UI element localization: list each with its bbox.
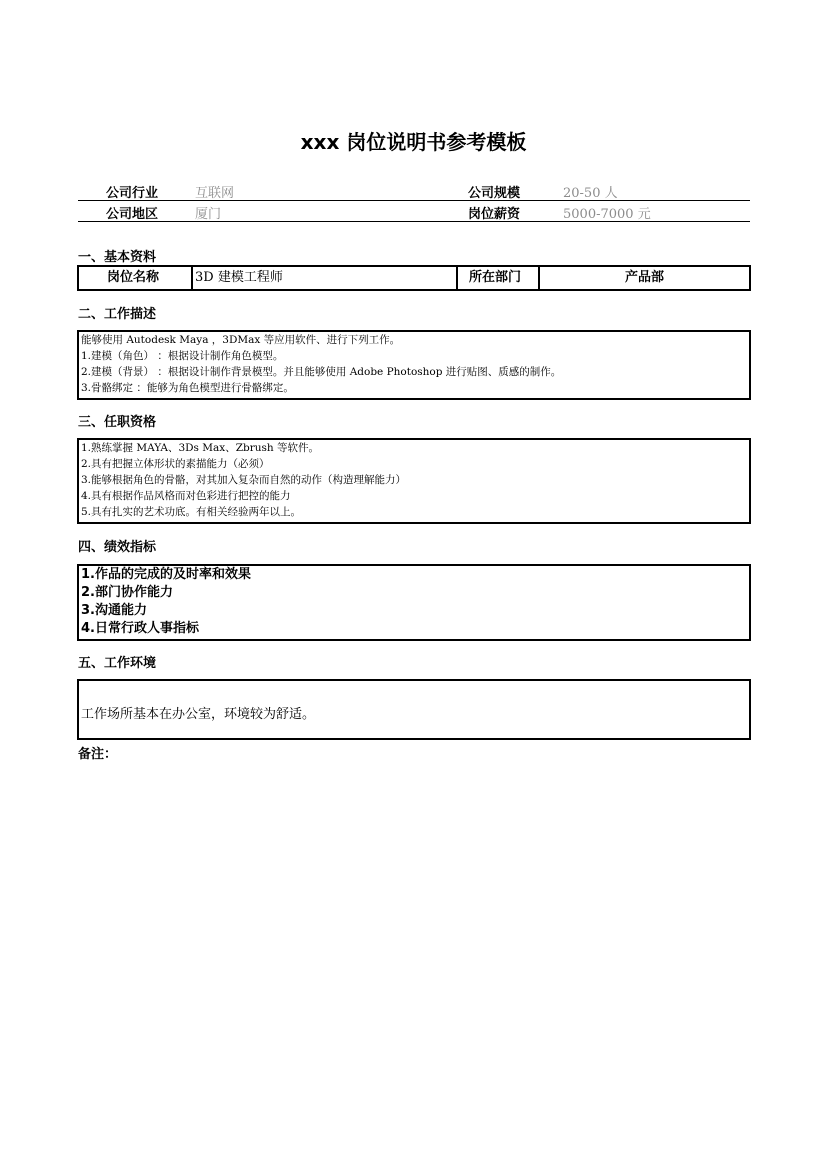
scale-value: 20-50 人	[563, 186, 618, 201]
company-info-row-1	[78, 180, 750, 201]
description-line: 3.骨骼绑定 ：能够为角色模型进行骨骼绑定。	[81, 382, 294, 394]
qualification-line: 5.具有扎实的艺术功底。有相关经验两年以上。	[81, 506, 302, 518]
cell-divider	[456, 267, 458, 289]
position-value: 3D 建模工程师	[195, 270, 283, 285]
section-environment-heading: 五、工作环境	[78, 656, 157, 671]
industry-label: 公司行业	[106, 186, 159, 201]
description-line: 1.建模（角色） ：根据设计制作角色模型。	[81, 350, 284, 362]
department-value: 产品部	[624, 270, 664, 285]
remark-label: 备注：	[78, 747, 118, 762]
industry-value: 互联网	[195, 186, 235, 201]
position-label: 岗位名称	[107, 270, 160, 285]
page-title: xxx 岗位说明书参考模板	[300, 130, 527, 154]
department-label: 所在部门	[469, 270, 522, 285]
section-kpi-heading: 四、绩效指标	[78, 540, 157, 555]
environment-box	[77, 679, 751, 740]
region-label: 公司地区	[106, 207, 159, 222]
basic-info-table	[77, 265, 751, 291]
region-value: 厦门	[195, 207, 222, 222]
qualifications-box	[77, 438, 751, 524]
description-line: 能够使用 Autodesk Maya ，3DMax 等应用软件、进行下列工作。	[81, 334, 401, 346]
qualification-line: 2.具有把握立体形状的素描能力（必须）	[81, 458, 270, 470]
environment-text: 工作场所基本在办公室，环境较为舒适。	[81, 707, 316, 722]
description-line: 2.建模（背景） ：根据设计制作背景模型。并且能够使用 Adobe Photoshop 进行贴图、质感的制作。	[81, 366, 562, 378]
qualification-line: 1.熟练掌握 MAYA、3Ds Max、Zbrush 等软件。	[81, 442, 320, 454]
kpi-line: 4.日常行政人事指标	[81, 621, 199, 636]
scale-label: 公司规模	[468, 186, 521, 201]
section-qualifications-heading: 三、任职资格	[78, 415, 157, 430]
section-description-heading: 二、工作描述	[78, 307, 157, 322]
cell-divider	[191, 267, 193, 289]
qualification-line: 4.具有根据作品风格而对色彩进行把控的能力	[81, 490, 291, 502]
kpi-line: 2.部门协作能力	[81, 585, 173, 600]
salary-value: 5000-7000 元	[563, 207, 651, 222]
kpi-box	[77, 564, 751, 641]
description-box	[77, 330, 751, 400]
section-basic-heading: 一、基本资料	[78, 250, 157, 265]
kpi-line: 3.沟通能力	[81, 603, 147, 618]
salary-label: 岗位薪资	[468, 207, 521, 222]
company-info-row-2	[78, 201, 750, 222]
kpi-line: 1.作品的完成的及时率和效果	[81, 567, 251, 582]
qualification-line: 3.能够根据角色的骨骼，对其加入复杂而自然的动作（构造理解能力）	[81, 474, 407, 486]
